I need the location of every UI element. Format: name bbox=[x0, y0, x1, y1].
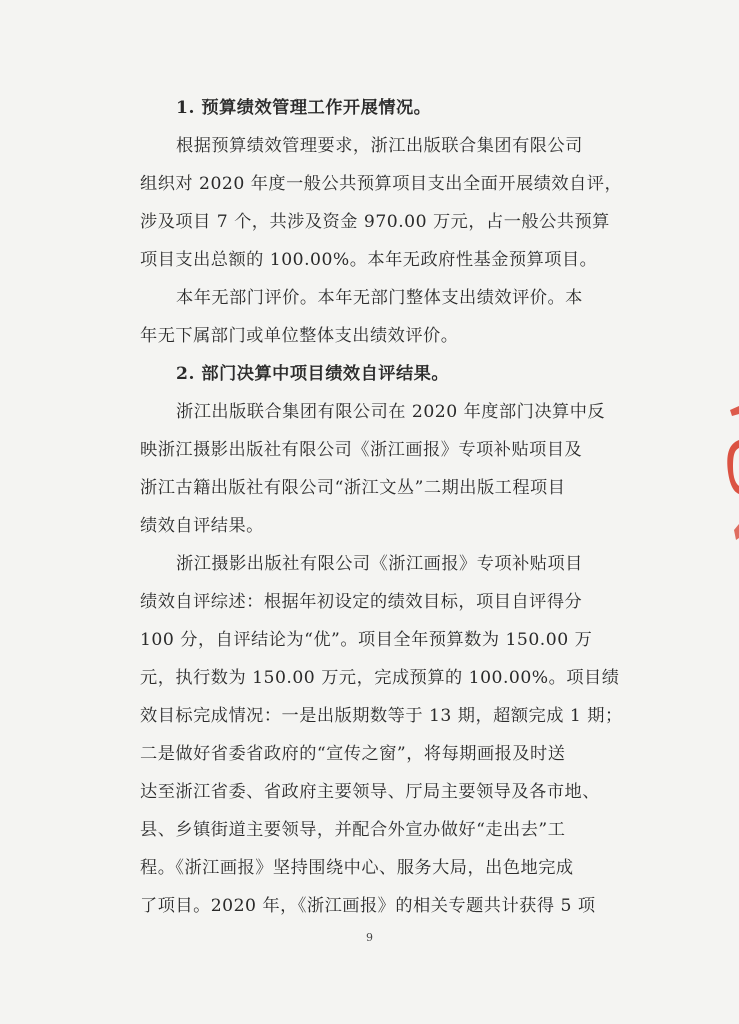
paragraph-line: 浙江出版联合集团有限公司在 2020 年度部门决算中反 bbox=[176, 402, 606, 422]
paragraph-line: 程。《浙江画报》坚持围绕中心、服务大局，出色地完成 bbox=[140, 858, 574, 878]
paragraph-line: 达至浙江省委、省政府主要领导、厅局主要领导及各市地、 bbox=[140, 782, 600, 802]
paragraph-line: 县、乡镇街道主要领导，并配合外宣办做好“走出去”工 bbox=[140, 820, 566, 840]
seal-stamp-edge bbox=[722, 400, 739, 560]
paragraph-line: 绩效自评综述：根据年初设定的绩效目标，项目自评得分 bbox=[140, 592, 583, 612]
paragraph-line: 根据预算绩效管理要求，浙江出版联合集团有限公司 bbox=[176, 136, 583, 156]
paragraph-line: 映浙江摄影出版社有限公司《浙江画报》专项补贴项目及 bbox=[140, 440, 583, 460]
paragraph-line: 绩效自评结果。 bbox=[140, 516, 264, 536]
paragraph-line: 浙江摄影出版社有限公司《浙江画报》专项补贴项目 bbox=[176, 554, 583, 574]
page-number: 9 bbox=[366, 931, 373, 944]
paragraph-line: 浙江古籍出版社有限公司“浙江文丛”二期出版工程项目 bbox=[140, 478, 566, 498]
paragraph-line: 年无下属部门或单位整体支出绩效评价。 bbox=[140, 326, 459, 346]
paragraph-line: 100 分，自评结论为“优”。项目全年预算数为 150.00 万 bbox=[140, 630, 593, 650]
paragraph-line: 效目标完成情况：一是出版期数等于 13 期，超额完成 1 期； bbox=[140, 706, 623, 726]
paragraph-line: 涉及项目 7 个，共涉及资金 970.00 万元，占一般公共预算 bbox=[140, 212, 610, 232]
section-heading-1: 1. 预算绩效管理工作开展情况。 bbox=[176, 98, 432, 118]
paragraph-line: 项目支出总额的 100.00%。本年无政府性基金预算项目。 bbox=[140, 250, 598, 270]
paragraph-line: 二是做好省委省政府的“宣传之窗”，将每期画报及时送 bbox=[140, 744, 566, 764]
paragraph-line: 元，执行数为 150.00 万元，完成预算的 100.00%。项目绩 bbox=[140, 668, 620, 688]
paragraph-line: 组织对 2020 年度一般公共预算项目支出全面开展绩效自评， bbox=[140, 174, 623, 194]
paragraph-line: 了项目。2020 年，《浙江画报》的相关专题共计获得 5 项 bbox=[140, 896, 596, 916]
section-heading-2: 2. 部门决算中项目绩效自评结果。 bbox=[176, 364, 450, 384]
paragraph-line: 本年无部门评价。本年无部门整体支出绩效评价。本 bbox=[176, 288, 583, 308]
